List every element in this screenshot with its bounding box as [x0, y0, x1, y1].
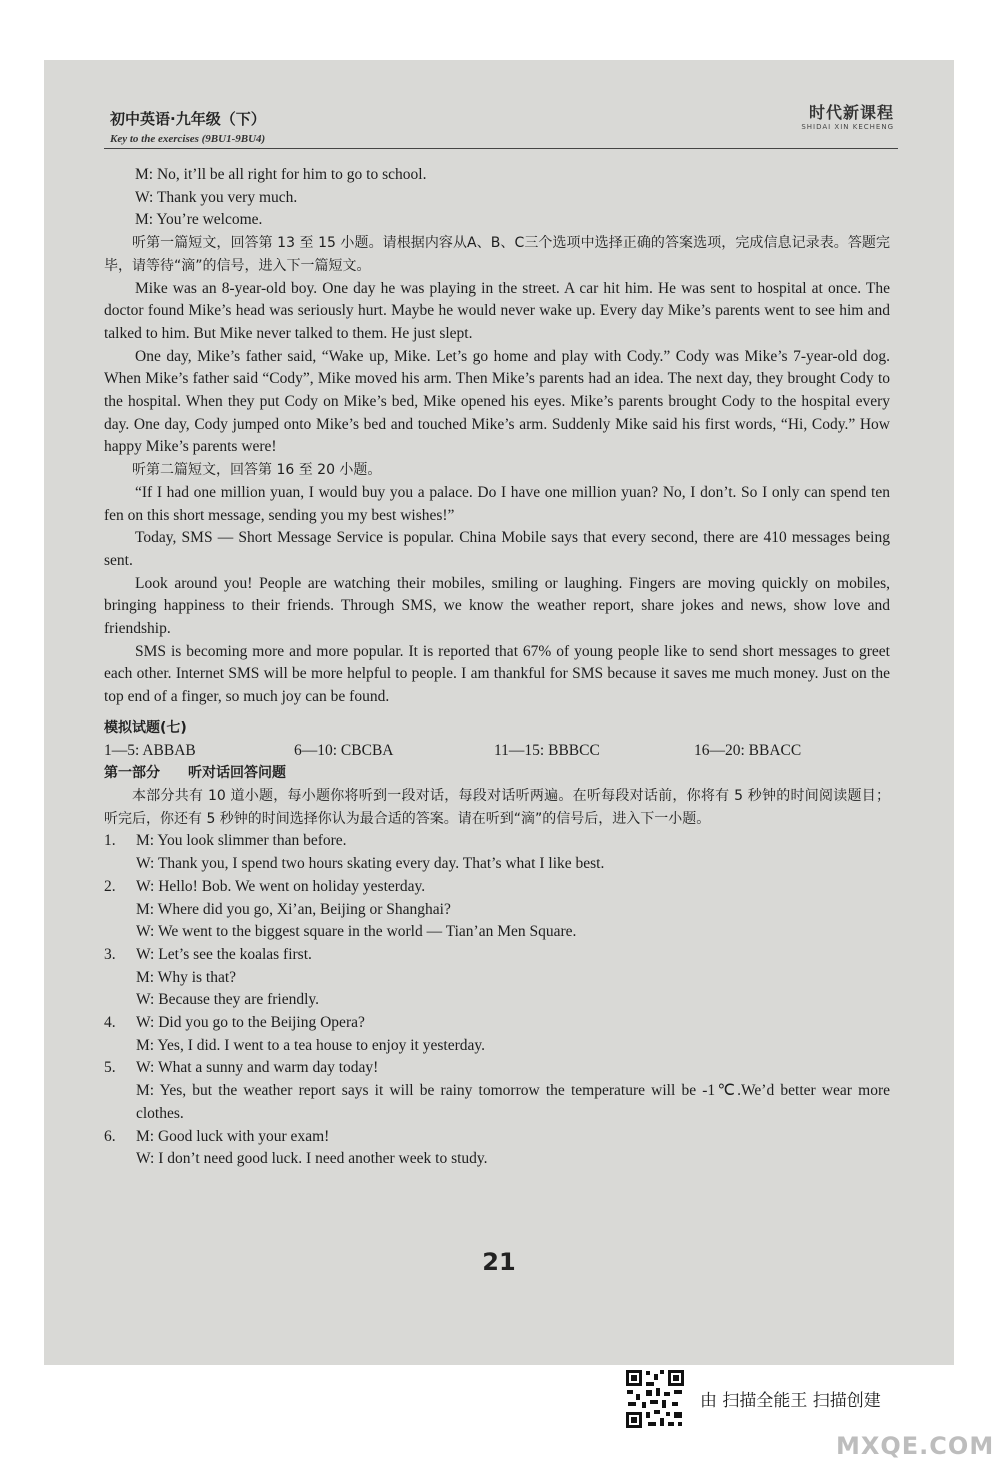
answer-key [104, 740, 890, 763]
qr-code-icon [624, 1368, 686, 1430]
passage-2-paragraph: “If I had one million yuan, I would buy you a palace. Do I have one million yuan? No, I don’t. So I only can spend ten fen on this short message, sending you my best wishes!” [104, 483, 890, 524]
instruction-passage-1: 听第一篇短文，回答第 13 至 15 小题。请根据内容从A、B、C三个选项中选择正确的答案选项，完成信息记录表。答题完毕，请等待“滴”的信号，进入下一篇短文。 [104, 235, 890, 274]
questions-list [104, 830, 890, 1171]
dialogue-line: W: Because they are friendly. [136, 991, 320, 1009]
question-item [104, 830, 890, 875]
dialogue-line: W: Thank you very much. [135, 188, 298, 206]
dialogue-line: W: What a sunny and warm day today! [136, 1059, 379, 1077]
instruction-passage-2: 听第二篇短文，回答第 16 至 20 小题。 [132, 462, 382, 479]
header-rule [104, 148, 898, 149]
part-title: 第一部分 听对话回答问题 [104, 765, 286, 782]
answer-group: 1—5: ABBAB [104, 741, 196, 759]
dialogue-line: M: Why is that? [136, 968, 237, 986]
page-header-left [110, 108, 266, 145]
dialogue-line: M: You look slimmer than before. [136, 832, 347, 850]
scanner-footer [624, 1368, 984, 1434]
question-number: 4. [104, 1014, 116, 1032]
dialogue-line: M: Yes, but the weather report says it will be rainy tomorrow the temperature will be -1℃.We’d better wear more clothes. [136, 1082, 890, 1122]
answer-group: 6—10: CBCBA [294, 741, 394, 759]
scanned-page [44, 60, 954, 1365]
answer-group: 11—15: BBBCC [494, 741, 600, 759]
question-number: 6. [104, 1127, 116, 1145]
dialogue-line: M: Good luck with your exam! [136, 1127, 330, 1145]
passage-1-paragraph: One day, Mike’s father said, “Wake up, Mike. Let’s go home and play with Cody.” Cody was Mike’s 7-year-old dog. When Mike’s father said “Cody”, Mike moved his arm. Then Mike’s parents had an idea. The next day, they brought Cody to the hospital. When they put Cody on Mike’s bed, Mike opened his eyes. Mike’s parents brought Cody to the hospital every day. One day, Cody jumped onto Mike’s bed and touched Mike’s arm. Suddenly Mike said his first words, “Hi, Cody.” How happy Mike’s parents were! [104, 347, 890, 456]
book-title: 初中英语·九年级（下） [110, 110, 266, 128]
test-title: 模拟试题(七) [104, 719, 187, 736]
dialogue-line: M: Where did you go, Xi’an, Beijing or Shanghai? [136, 900, 451, 918]
brand-name: 时代新课程 [808, 103, 894, 122]
dialogue-line: W: Hello! Bob. We went on holiday yesterday. [136, 877, 426, 895]
question-item [104, 1126, 890, 1171]
dialogue-line: M: No, it’ll be all right for him to go to school. [135, 166, 427, 183]
question-number: 2. [104, 877, 116, 895]
brand-pinyin: SHIDAI XIN KECHENG [801, 123, 894, 131]
dialogue-line: M: Yes, I did. I went to a tea house to enjoy it yesterday. [136, 1036, 485, 1054]
question-item [104, 876, 890, 944]
passage-1-paragraph: Mike was an 8-year-old boy. One day he was playing in the street. A car hit him. He was sent to hospital at once. The doctor found Mike’s head was seriously hurt. Maybe he would never wake up. Every day Mike’s parents went to see him and talked to him. But Mike never talked to them. He just slept. [104, 279, 890, 342]
question-number: 3. [104, 945, 116, 963]
dialogue-line: W: Thank you, I spend two hours skating every day. That’s what I like best. [136, 855, 605, 873]
question-number: 5. [104, 1059, 116, 1077]
answer-group: 16—20: BBACC [694, 741, 802, 759]
dialogue-line: W: Did you go to the Beijing Opera? [136, 1014, 365, 1032]
passage-2-paragraph: SMS is becoming more and more popular. It is reported that 67% of young people like to send short messages to greet each other. Internet SMS will be more helpful to people. I am thankful for SMS because it saves me much money. Just on the top end of a finger, so much joy can be found. [104, 642, 890, 706]
page-content [104, 164, 890, 1171]
question-item [104, 1012, 890, 1057]
dialogue-line: M: You’re welcome. [135, 211, 263, 229]
dialogue-line: W: I don’t need good luck. I need another week to study. [136, 1150, 488, 1168]
dialogue-line: W: Let’s see the koalas first. [136, 945, 312, 963]
dialogue-line: W: We went to the biggest square in the world — Tian’an Men Square. [136, 923, 577, 941]
scanner-credit: 由 扫描全能王 扫描创建 [700, 1391, 881, 1411]
question-item [104, 944, 890, 1012]
question-item [104, 1057, 890, 1125]
watermark: MXQE.COM [836, 1432, 995, 1460]
page-number: 21 [482, 1248, 516, 1276]
part-instruction: 本部分共有 10 道小题，每小题你将听到一段对话，每段对话听两遍。在听每段对话前，你将有 5 秒钟的时间阅读题目；听完后，你还有 5 秒钟的时间选择你认为最合适的答案。请在听到“滴”的信号后，进入下一小题。 [104, 787, 890, 827]
passage-2-paragraph: Today, SMS — Short Message Service is popular. China Mobile says that every second, there are 410 messages being sent. [104, 529, 890, 569]
brand-logo [801, 100, 894, 131]
question-number: 1. [104, 832, 116, 850]
book-subtitle: Key to the exercises (9BU1-9BU4) [110, 133, 266, 145]
passage-2-paragraph: Look around you! People are watching their mobiles, smiling or laughing. Fingers are moving quickly on mobiles, bringing happiness to their friends. Through SMS, we know the weather report, share jokes and news, show love and friendship. [104, 574, 890, 638]
